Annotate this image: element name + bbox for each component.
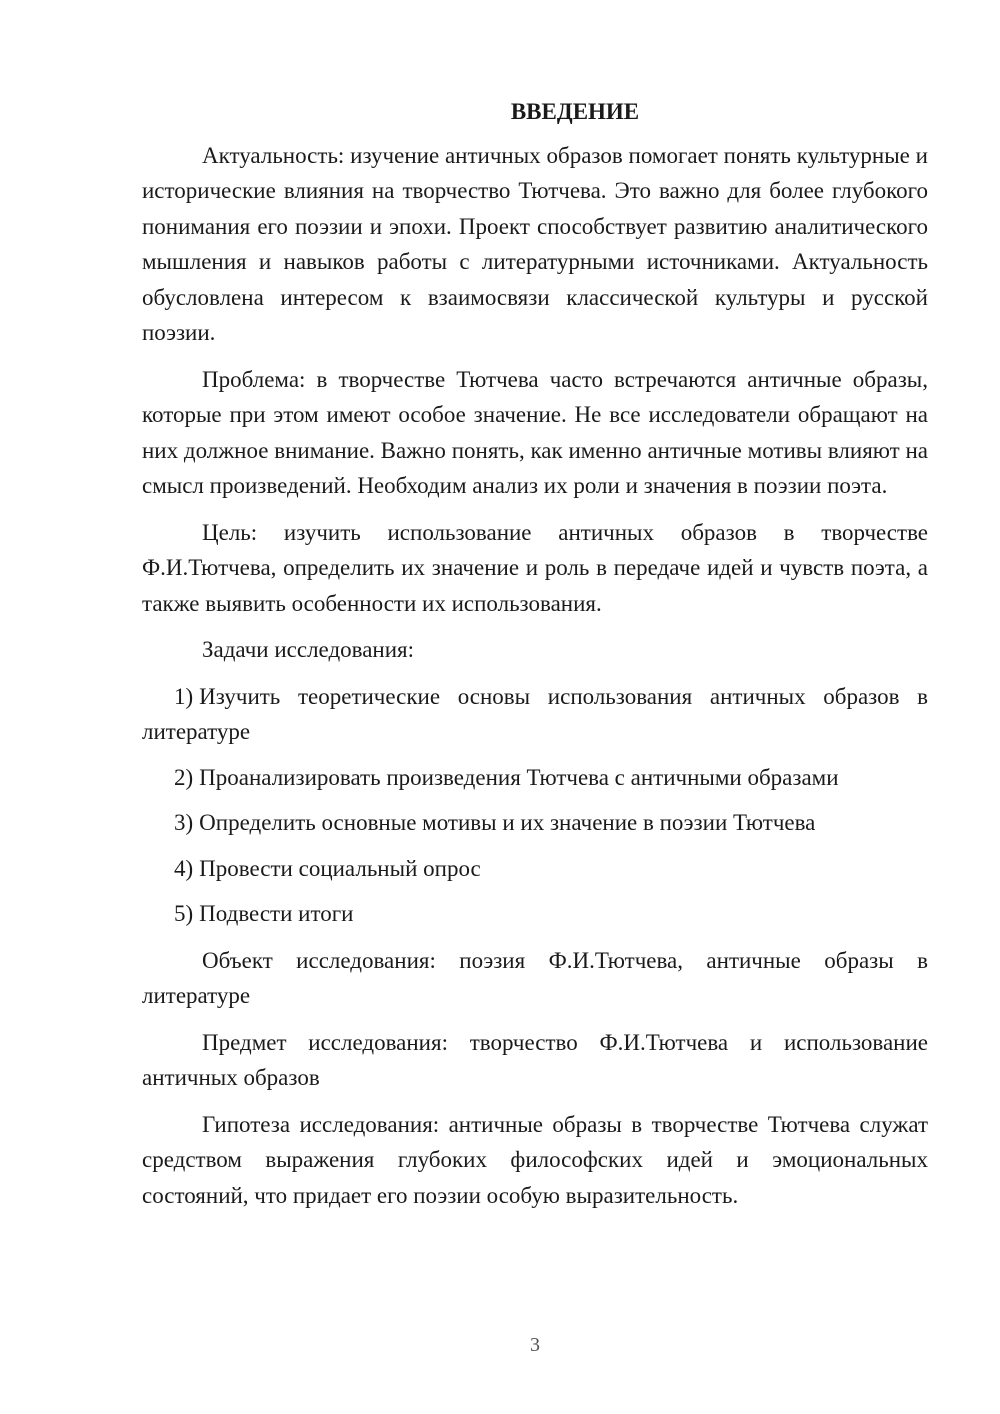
list-item-text: Изучить теоретические основы использования античных образов в литературе — [142, 683, 928, 744]
page-title: ВВЕДЕНИЕ — [510, 99, 640, 124]
paragraph-problem: Проблема: в творчестве Тютчева часто встречаются античные образы, которые при этом имеют особое значение. Не все исследователи обращают на них должное внимание. Важно понять, как именно античные мотивы влияют на смысл произведений. Необходим анализ их роли и значения в поэзии поэта. — [142, 366, 928, 498]
list-item-number: 4) — [174, 855, 194, 881]
list-item-number: 5) — [174, 901, 194, 926]
paragraph-hypothesis: Гипотеза исследования: античные образы в творчестве Тютчева служат средством выражения глубоких философских идей и эмоциональных состояний, что придает его поэзии особую выразительность. — [142, 1111, 928, 1208]
list-item-number: 3) — [174, 810, 194, 835]
list-item-number: 1) — [174, 683, 194, 709]
list-item-text: Подвести итоги — [199, 901, 354, 926]
list-item-text: Проанализировать произведения Тютчева с античными образами — [199, 764, 839, 790]
document-page — [142, 94, 928, 1224]
list-item — [142, 805, 928, 841]
list-item — [142, 851, 928, 887]
list-item — [142, 760, 928, 796]
list-item — [142, 679, 928, 750]
list-item — [142, 896, 928, 932]
paragraph-relevance: Актуальность: изучение античных образов помогает понять культурные и исторические влияния на творчество Тютчева. Это важно для более глубокого понимания его поэзии и эпохи. Проект способствует развитию аналитического мышления и навыков работы с литературными источниками. Актуальность обусловлена интересом к взаимосвязи классической культуры и русской поэзии. — [142, 142, 928, 345]
paragraph-object: Объект исследования: поэзия Ф.И.Тютчева, античные образы в литературе — [142, 947, 928, 1008]
paragraph-subject: Предмет исследования: творчество Ф.И.Тютчева и использование античных образов — [142, 1029, 928, 1090]
list-item-text: Провести социальный опрос — [199, 855, 481, 881]
tasks-heading: Задачи исследования: — [202, 637, 415, 662]
tasks-list — [142, 679, 928, 932]
list-item-text: Определить основные мотивы и их значение в поэзии Тютчева — [199, 810, 816, 835]
list-item-number: 2) — [174, 764, 194, 790]
page-number: 3 — [530, 1334, 540, 1356]
paragraph-goal: Цель: изучить использование античных образов в творчестве Ф.И.Тютчева, определить их значение и роль в передаче идей и чувств поэта, а также выявить особенности их использования. — [142, 519, 928, 616]
